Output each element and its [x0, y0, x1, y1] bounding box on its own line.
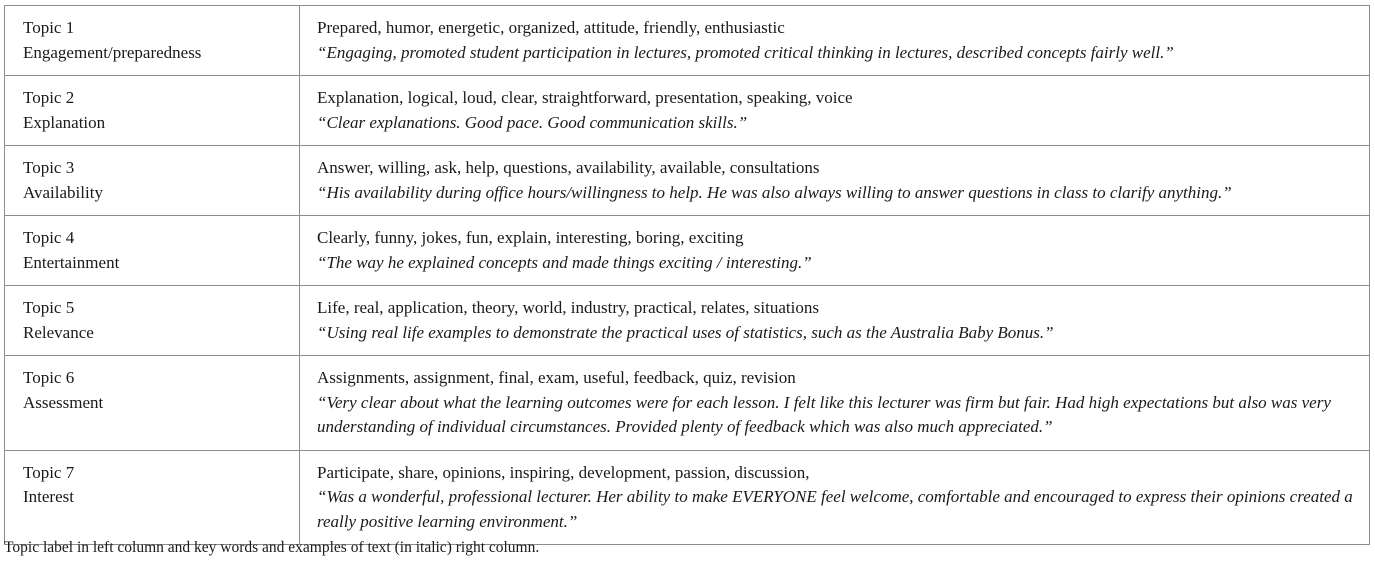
topics-table-wrapper — [4, 5, 1370, 545]
topic-example: “Clear explanations. Good pace. Good communication skills.” — [317, 112, 748, 132]
topic-name: Assessment — [23, 392, 104, 412]
topic-content-cell — [300, 216, 1370, 286]
topic-number: Topic 6 — [23, 368, 75, 387]
topic-content-cell — [300, 356, 1370, 451]
topic-example: “Engaging, promoted student participation in lectures, promoted critical thinking in lectures, described concepts fairly well.” — [317, 42, 1174, 62]
topic-name: Interest — [23, 487, 74, 506]
topic-keywords: Life, real, application, theory, world, industry, practical, relates, situations — [317, 298, 819, 317]
topic-name: Engagement/preparedness — [23, 42, 202, 62]
table-row — [5, 356, 1370, 451]
topic-example: “Was a wonderful, professional lecturer. Her ability to make EVERYONE feel welcome, comfortable and encouraged to express their opinions created a really positive learning environment.” — [317, 487, 1353, 531]
topic-content-cell — [300, 146, 1370, 216]
topic-name: Explanation — [23, 112, 106, 132]
table-caption: Topic label in left column and key words and examples of text (in italic) right column. — [4, 539, 540, 556]
topic-keywords: Assignments, assignment, final, exam, useful, feedback, quiz, revision — [317, 368, 796, 387]
topic-content-cell — [300, 450, 1370, 545]
topic-number: Topic 5 — [23, 298, 75, 317]
topic-content-cell — [300, 76, 1370, 146]
topic-label-cell — [5, 450, 300, 545]
topic-label-cell — [5, 286, 300, 356]
topic-content-cell — [300, 6, 1370, 76]
topic-example: “Very clear about what the learning outcomes were for each lesson. I felt like this lecturer was firm but fair. Had high expectations but also was very understanding of individual circumstances. Provided plenty of feedback which was also much appreciated.” — [317, 392, 1331, 436]
topic-keywords: Explanation, logical, loud, clear, straightforward, presentation, speaking, voice — [317, 88, 853, 107]
table-row — [5, 450, 1370, 545]
topic-name: Availability — [23, 182, 103, 202]
topic-keywords: Clearly, funny, jokes, fun, explain, interesting, boring, exciting — [317, 228, 744, 247]
topic-example: “His availability during office hours/willingness to help. He was also always willing to answer questions in class to clarify anything.” — [317, 182, 1232, 202]
table-row — [5, 146, 1370, 216]
topic-label-cell — [5, 76, 300, 146]
topic-label-cell — [5, 6, 300, 76]
topic-keywords: Participate, share, opinions, inspiring, development, passion, discussion, — [317, 462, 810, 482]
table-row — [5, 286, 1370, 356]
topic-keywords: Answer, willing, ask, help, questions, availability, available, consultations — [317, 158, 820, 177]
topic-number: Topic 2 — [23, 88, 75, 107]
topic-number: Topic 7 — [23, 462, 75, 482]
topic-name: Relevance — [23, 322, 94, 342]
table-row — [5, 76, 1370, 146]
topic-keywords: Prepared, humor, energetic, organized, attitude, friendly, enthusiastic — [317, 18, 785, 37]
topic-number: Topic 4 — [23, 228, 75, 247]
topic-label-cell — [5, 356, 300, 451]
topic-example: “The way he explained concepts and made things exciting / interesting.” — [317, 252, 812, 272]
topic-name: Entertainment — [23, 252, 120, 272]
topic-number: Topic 1 — [23, 18, 75, 37]
topic-example: “Using real life examples to demonstrate the practical uses of statistics, such as the Australia Baby Bonus.” — [317, 322, 1054, 342]
topics-table — [4, 5, 1370, 545]
topic-content-cell — [300, 286, 1370, 356]
table-row — [5, 6, 1370, 76]
table-row — [5, 216, 1370, 286]
topic-label-cell — [5, 146, 300, 216]
topic-number: Topic 3 — [23, 158, 75, 177]
topic-label-cell — [5, 216, 300, 286]
